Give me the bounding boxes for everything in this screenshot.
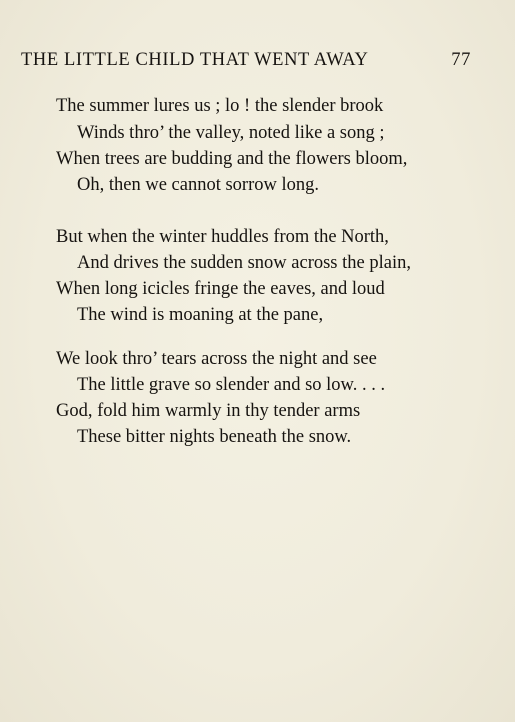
poem-line: When long icicles fringe the eaves, and loud [56, 279, 385, 299]
poem-line: Oh, then we cannot sorrow long. [77, 175, 319, 195]
poem-line: We look thro’ tears across the night and see [56, 349, 377, 369]
poem-line: And drives the sudden snow across the plain, [77, 253, 411, 273]
poem-line: The wind is moaning at the pane, [77, 305, 324, 325]
poem-line: God, fold him warmly in thy tender arms [56, 401, 361, 421]
poem-line: These bitter nights beneath the snow. [77, 427, 352, 447]
running-head-title: THE LITTLE CHILD THAT WENT AWAY [21, 50, 369, 70]
poem-line: The little grave so slender and so low. . . . [77, 375, 386, 395]
poem-line: The summer lures us ; lo ! the slender brook [56, 96, 384, 116]
poem-line: When trees are budding and the flowers bloom, [56, 149, 408, 169]
poem-line: Winds thro’ the valley, noted like a song ; [77, 123, 385, 143]
poem-line: But when the winter huddles from the North, [56, 227, 389, 247]
page-number: 77 [451, 50, 471, 70]
